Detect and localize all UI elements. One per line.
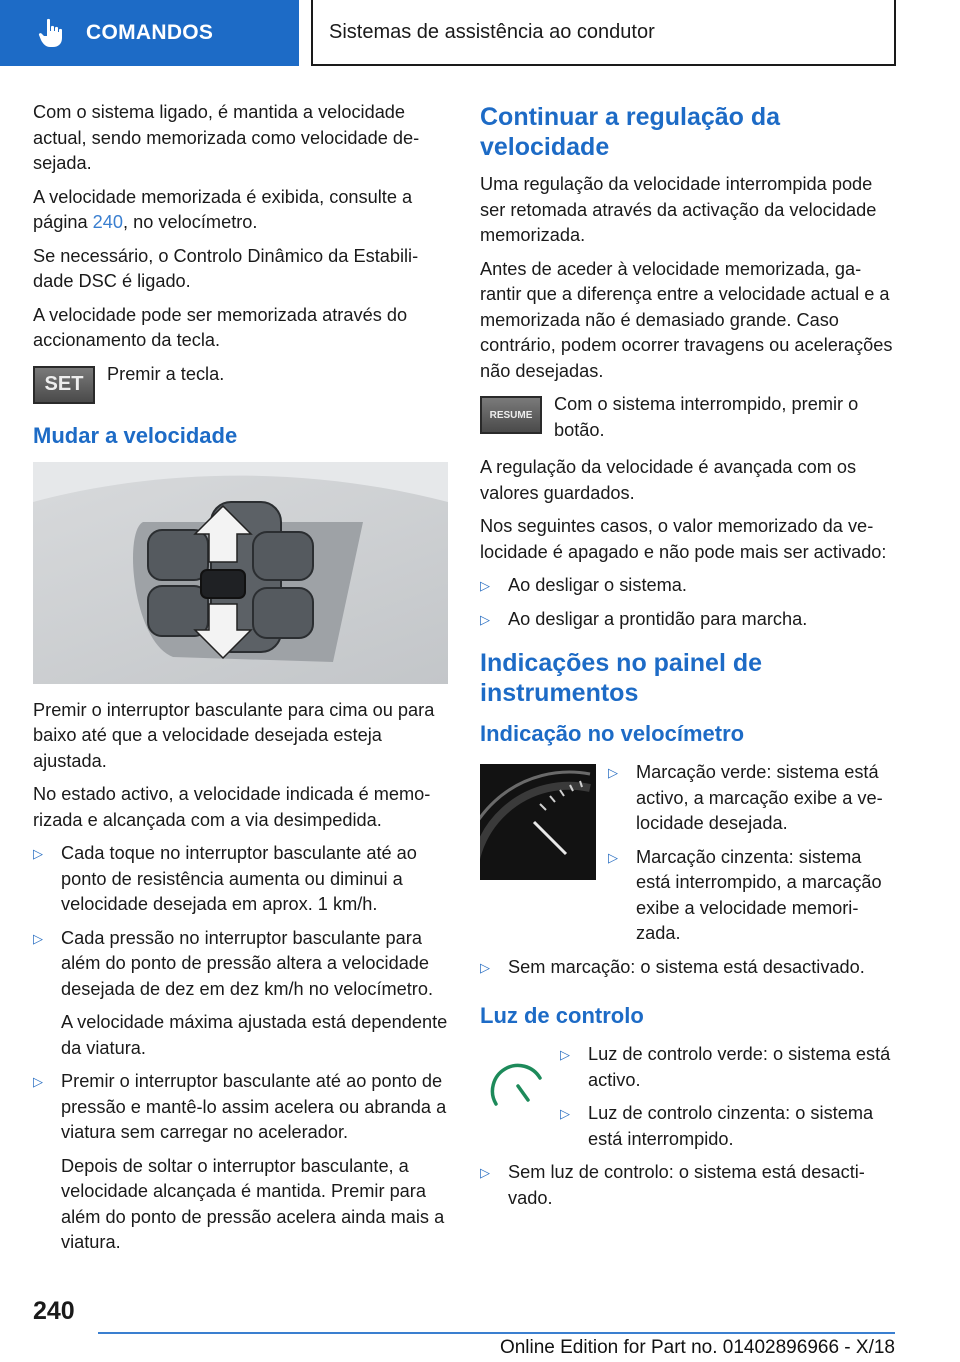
speedometer-image <box>480 764 596 880</box>
right-column <box>480 100 895 1219</box>
bullet-list <box>480 573 895 632</box>
left-column <box>33 100 448 1264</box>
resume-key-image: RESUME <box>480 396 542 434</box>
list-item: ▷ Sem luz de controlo: o sistema está desactivado. <box>480 1160 895 1211</box>
list-item: ▷ Premir o interruptor basculante até ao ponto de pressão e mantê-lo assim acelera ou abranda a viatura sem carregar no acelerador. Depois de soltar o interruptor basculante, a velocidade alcançada é mantida. Premir para além do ponto de pressão acelera ainda mais a viatura. <box>33 1069 448 1256</box>
heading-continuar: Continuar a regulação da velocidade <box>480 103 781 161</box>
paragraph: Antes de aceder à velocidade memorizada, garantir que a diferença entre a velocidade actual e a memorizada não é demasiado grande. Caso contrário, podem ocorrer travagens ou acelerações não desejadas. <box>480 258 893 381</box>
list-item: ▷ Marcação cinzenta: sistema está interrompido, a marcação exibe a velocidade memorizada. <box>608 845 895 947</box>
list-item: ▷ Cada toque no interruptor basculante até ao ponto de resistência aumenta ou diminui a velocidade desejada em aprox. 1 km/h. <box>33 841 448 918</box>
bullet-list <box>480 1160 895 1211</box>
list-item: ▷ Luz de controlo cinzenta: o sistema está interrompido. <box>560 1101 895 1152</box>
bullet-list <box>608 760 895 955</box>
heading-indicacoes: Indicações no painel de instrumentos <box>480 649 763 707</box>
bullet-list <box>33 841 448 1256</box>
speedometer-marker-illustration <box>480 764 596 880</box>
resume-key-row <box>480 392 895 443</box>
list-item: ▷ Marcação verde: sistema está activo, a marcação exibe a velocidade desejada. <box>608 760 895 837</box>
bullet-list <box>480 955 895 981</box>
page-number: 240 <box>33 1297 75 1325</box>
set-key-text: Premir a tecla. <box>107 363 225 384</box>
speedometer-block <box>480 760 895 955</box>
paragraph: A velocidade memorizada é exibida, consulte a página 240, no velocímetro. <box>33 186 413 232</box>
resume-key-text: Com o sistema interrompido, premir o botão. <box>554 394 859 440</box>
hand-pointer-icon <box>38 18 64 48</box>
paragraph: Com o sistema ligado, é mantida a velocidade actual, sendo memorizada como velocidade desejada. <box>33 102 420 173</box>
list-item: ▷ Cada pressão no interruptor basculante para além do ponto de pressão altera a velocidade desejada de dez em dez km/h no velocímetro. A velocidade máxima ajustada está dependente da viatura. <box>33 926 448 1062</box>
paragraph: A regulação da velocidade é avançada com os valores guardados. <box>480 457 857 503</box>
paragraph: Uma regulação da velocidade interrompida pode ser retomada através da activação da velocidade memorizada. <box>480 174 877 245</box>
heading-luz-controlo: Luz de controlo <box>480 1003 644 1028</box>
set-key-row <box>33 362 448 404</box>
paragraph: A velocidade pode ser memorizada através do accionamento da tecla. <box>33 304 408 350</box>
list-item: ▷ Ao desligar a prontidão para marcha. <box>480 607 895 633</box>
speedometer-lamp-icon <box>488 1056 548 1116</box>
paragraph: Nos seguintes casos, o valor memorizado da velocidade é apagado e não pode mais ser activado: <box>480 516 887 562</box>
rocker-switch-illustration <box>33 462 448 684</box>
paragraph: Se necessário, o Controlo Dinâmico da Estabilidade DSC é ligado. <box>33 245 419 291</box>
page-header <box>0 0 960 66</box>
list-item: ▷ Luz de controlo verde: o sistema está activo. <box>560 1042 895 1093</box>
list-item: ▷ Sem marcação: o sistema está desactivado. <box>480 955 895 981</box>
set-key-image: SET <box>33 366 95 404</box>
bullet-list <box>560 1042 895 1160</box>
edition-note: Online Edition for Part no. 01402896966 - X/18 <box>499 1337 895 1358</box>
paragraph: No estado activo, a velocidade indicada é memorizada e alcançada com a via desimpedida. <box>33 784 431 830</box>
page-link[interactable]: 240 <box>92 212 124 232</box>
heading-mudar-velocidade: Mudar a velocidade <box>33 422 238 448</box>
section-tab[interactable] <box>0 0 299 66</box>
control-lamp-block <box>480 1042 895 1160</box>
steering-wheel-switch-photo <box>33 462 448 684</box>
footer-rule <box>98 1332 895 1334</box>
chapter-title: Sistemas de assistência ao condutor <box>311 0 896 66</box>
heading-velocimetro: Indicação no velocímetro <box>480 721 745 746</box>
paragraph: Premir o interruptor basculante para cima ou para baixo até que a velocidade desejada esteja ajustada. <box>33 699 435 771</box>
section-title: COMANDOS <box>86 21 214 44</box>
list-item: ▷ Ao desligar o sistema. <box>480 573 895 599</box>
